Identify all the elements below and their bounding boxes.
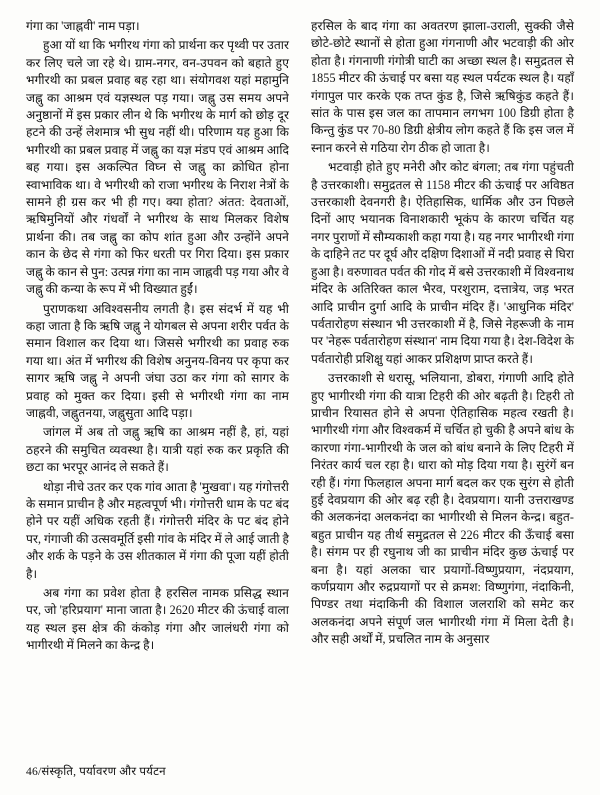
paragraph: जांगल में अब तो जह्नु ऋषि का आश्रम नहीं है, हां, यहां ठहरने की समुचित व्यवस्था है। यात्री यहां रुक कर प्रकृति की छटा का भरपूर आनंद ले सकते हैं। (26, 425, 289, 475)
paragraph: भटवाड़ी होते हुए मनेरी और कोट बंगला; तब गंगा पहुंचती है उत्तरकाशी। समुद्रतल से 1158 मीटर की ऊंचाई पर अविष्ठत उत्तरकाशी देवनगरी है। ऐतिहासिक, धार्मिक और उन पिछले दिनों आए भयानक विनाशकारी भूकंप के कारण चर्चित यह नगर पुराणों में सौम्यकाशी कहा गया है। यह नगर भागीरथी गंगा के दाहिने तट पर दूर्घ और दक्षिण दिशाओं में नदी प्रवाह से घिरा हुआ है। वरुणावत पर्वत की गोद में बसे उत्तरकाशी में विश्वनाथ मंदिर के अतिरिक्त काल भैरव, परशुराम, दत्तात्रेय, जड़ भरत आदि प्राचीन दुर्गा आदि के प्राचीन मंदिर हैं। 'आधुनिक मंदिर' पर्वतारोहण संस्थान भी उत्तरकाशी में है, जिसे नेहरूजी के नाम पर 'नेहरू पर्वतारोहण संस्थान' नाम दिया गया है। देश-विदेश के पर्वतारोही प्रशिक्षु यहां आकर प्रशिक्षण प्राप्त करते हैं। (311, 160, 574, 366)
paragraph: उत्तरकाशी से धरासू, भलियाना, डोबरा, गंगाणी आदि होते हुए भागीरथी गंगा की यात्रा टिहरी की ओर बढ़ती है। टिहरी तो प्राचीन रियासत होने से अपना ऐतिहासिक महत्व रखती है। भागीरथी गंगा और विश्वकर्म में चर्चित हो चुकी है अपने बांध के कारणा गंगा-भागीरथी के जल को बांध बनाने के लिए टिहरी में निरंतर कार्य चल रहा है। धारा को मोड़ दिया गया है। सुरंगें बन रही हैं। गंगा फिलहाल अपना मार्ग बदल कर एक सुरंग से होती हुई देवप्रयाग की ओर बढ़ रही है। देवप्रयाग। यानी उत्तराखण्ड की अलकनंदा अलकनंदा का भागीरथी से मिलन केन्द्र। बहुत-बहुत प्राचीन यह तीर्थ समुद्रतल से 226 मीटर की ऊँचाई बसा है। संगम पर ही रघुनाथ जी का प्राचीन मंदिर कुछ ऊंचाई पर बना है। यहां अलका चार प्रयागों-विष्णुप्रयाग, नंदप्रयाग, कर्णप्रयाग और रुद्रप्रयागों पर से क्रमश: विष्णुगंगा, नंदाकिनी, पिण्डर तथा मंदाकिनी की विशाल जलराशि को समेट कर अलकनंदा अपने संपूर्ण जल भागीरथी गंगा में मिला देती है। और सही अर्थों में, प्रचलित नाम के अनुसार (311, 371, 574, 647)
right-column (311, 18, 574, 734)
page-footer: 46/संस्कृति, पर्यावरण और पर्यटन (26, 765, 166, 778)
two-column-body (26, 18, 574, 734)
paragraph: हुआ यों था कि भगीरथ गंगा को प्रार्थना कर पृथ्वी पर उतार कर लिए चले जा रहे थे। ग्राम-नगर, वन-उपवन को बहाते हुए भगीरथी का प्रबल प्रवाह बह रहा था। संयोगवश यहां महामुनि जह्नु का आश्रम एवं यज्ञस्थल पड़ गया। जह्नु उस समय अपने अनुष्ठानों में इस प्रकार लीन थे कि भगीरथ के मार्ग को छोड़ दूर हटने की उन्हें लेशमात्र भी सुध नहीं थी। परिणाम यह हुआ कि भगीरथी का प्रबल प्रवाह में जह्नु का यज्ञ मंडप एवं आश्रम आदि बह गया। इस अकल्पित विघ्न से जह्नु का क्रोधित होना स्वाभाविक था। वे भगीरथी को राजा भगीरथ के निराश नेत्रों के सामने ही ग्रस कर भी ही गए। क्या होता? अंतत: देवताओं, ऋषिमुनियों और गंधर्वों ने भगीरथ के साथ मिलकर विशेष प्रार्थना की। तब जह्नु का कोप शांत हुआ और उन्होंने अपने कान के छेद से गंगा को फिर धरती पर गिरा दिया। इस प्रकार जह्नु के कान से पुन: उत्पन्न गंगा का नाम जाह्नवी पड़ गया और वे जह्नु की कन्या के रूप में भी विख्यात हुईं। (26, 38, 289, 297)
paragraph: हरसिल के बाद गंगा का अवतरण झाला-उराली, सुक्की जैसे छोटे-छोटे स्थानों से होता हुआ गंगनाणी और भटवाड़ी की ओर होता है। गंगनाणी गंगोत्री घाटी का अच्छा स्थल है। समुद्रतल से 1855 मीटर की ऊंचाई पर बसा यह स्थल पर्यटक स्थल है। यहाँ गंगापुल पार करके एक तप्त कुंड है, जिसे ऋषिकुंड कहते हैं। सांत के पास इस जल का तापमान लगभग 100 डिग्री होता है किन्तु कुंड पर 70-80 डिग्री क्षेत्रीय लोग कहते हैं कि इस जल में स्नान करने से गठिया रोग ठीक हो जाता है। (311, 19, 574, 155)
paragraph: गंगा का 'जाह्नवी' नाम पड़ा। (26, 19, 140, 33)
paragraph: अब गंगा का प्रवेश होता है हरसिल नामक प्रसिद्ध स्थान पर, जो 'हरिप्रयाग' माना जाता है। 2620 मीटर की ऊंचाई वाला यह स्थल इस क्षेत्र की कंकोड़ गंगा और जालंधरी गंगा को भागीरथी में मिलने का केन्द्र है। (26, 586, 289, 653)
left-column (26, 18, 289, 734)
paragraph: थोड़ा नीचे उतर कर एक गांव आता है 'मुखवा'। यह गंगोत्तरी के समान प्राचीन है और महत्वपूर्ण भी। गंगोत्तरी धाम के पट बंद होने पर यहीं अधिक रहती हैं। गंगोत्तरी मंदिर के पट बंद होने पर, गंगाजी की उत्सवमूर्ति इसी गांव के मंदिर में ले आई जाती है और शर्क के पड़ने के उस शीतकाल में गंगा की पूजा यहीं होती है। (26, 479, 289, 581)
paragraph: पुराणकथा अविश्वसनीय लगती है। इस संदर्भ में यह भी कहा जाता है कि ऋषि जह्नु ने योगबल से अपना शरीर पर्वत के समान विशाल कर दिया था। जिससे भगीरथी का प्रवाह रुक गया था। अंत में भगीरथ की विशेष अनुनय-विनय पर कृपा कर सागर ऋषि जह्नु ने अपनी जंघा उठा कर गंगा को सागर के प्रवाह को मुक्त कर दिया। इसी से भगीरथी गंगा का नाम जाह्नवी, जह्नुतनया, जह्नुसुता आदि पड़ा। (26, 301, 289, 420)
